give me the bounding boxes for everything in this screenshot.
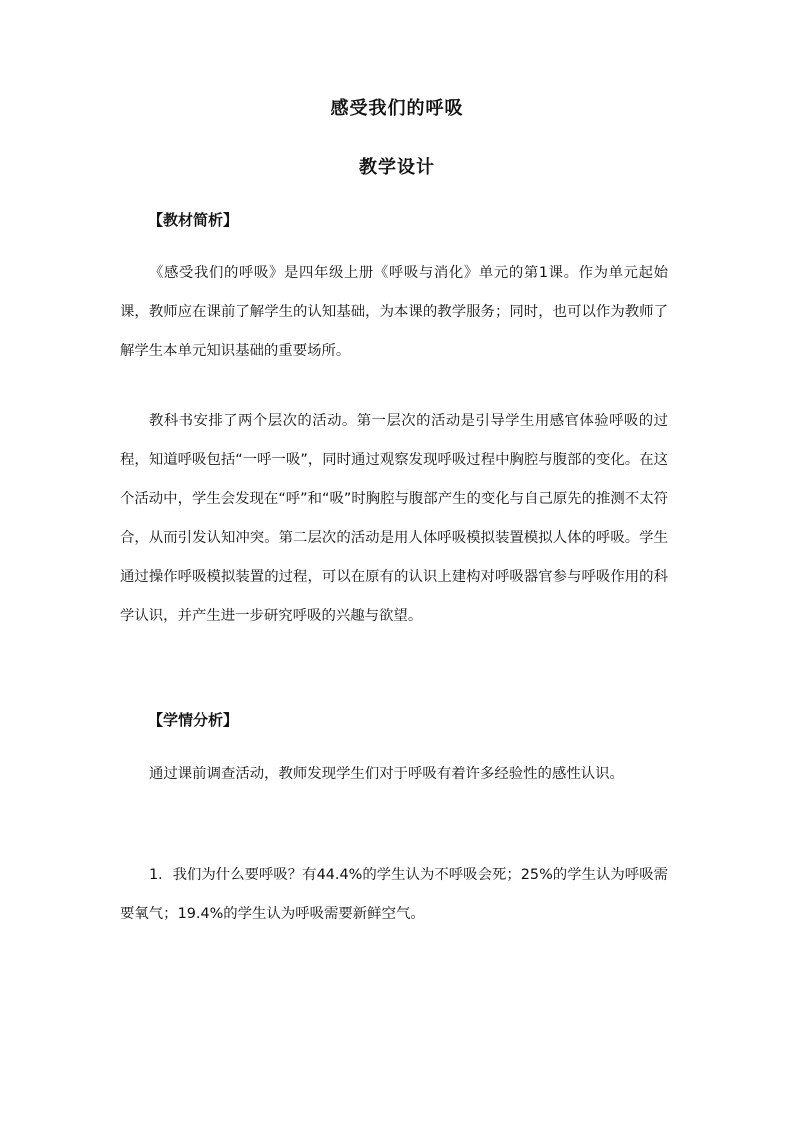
paragraph-textbook-analysis-2: 教科书安排了两个层次的活动。第一层次的活动是引导学生用感官体验呼吸的过程，知道呼吸包括“一呼一吸”，同时通过观察发现呼吸过程中胸腔与腹部的变化。在这个活动中，学生会发现在“呼”和“吸”时胸腔与腹部产生的变化与自己原先的推测不太符合，从而引发认知冲突。第二层次的活动是用人体呼吸模拟装置模拟人体的呼吸。学生通过操作呼吸模拟装置的过程，可以在原有的认识上建构对呼吸器官参与呼吸作用的科学认识，并产生进一步研究呼吸的兴趣与欲望。 [120,413,668,624]
paragraph-student-analysis-2: 1．我们为什么要呼吸？有44.4%的学生认为不呼吸会死；25%的学生认为呼吸需要氧气；19.4%的学生认为呼吸需要新鲜空气。 [120,867,668,922]
document-subtitle: 教学设计 [359,157,435,178]
paragraph-student-analysis-1: 通过课前调查活动，教师发现学生们对于呼吸有着许多经验性的感性认识。 [149,766,624,782]
section-heading-student-analysis: 【学情分析】 [148,711,239,729]
section-heading-textbook-analysis: 【教材简析】 [148,211,239,229]
paragraph-textbook-analysis-1: 《感受我们的呼吸》是四年级上册《呼吸与消化》单元的第1课。作为单元起始课，教师应在课前了解学生的认知基础，为本课的教学服务；同时，也可以作为教师了解学生本单元知识基础的重要场所。 [120,265,668,359]
document-title: 感受我们的呼吸 [330,98,464,119]
